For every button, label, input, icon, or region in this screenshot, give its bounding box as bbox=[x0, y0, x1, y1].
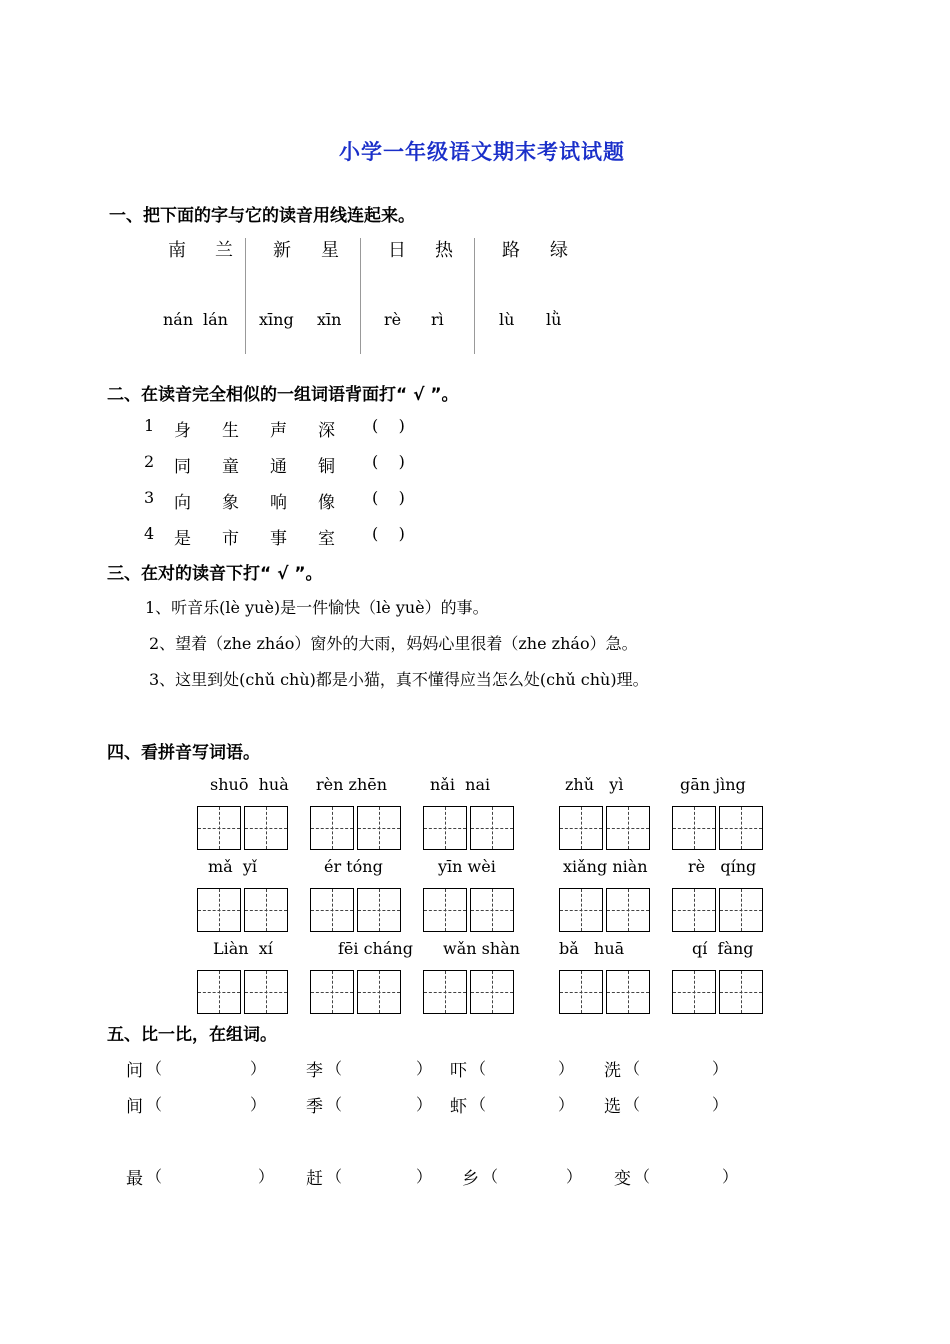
q4-pinyin-label: rè qíng bbox=[688, 857, 757, 876]
q1-pinyin: nán bbox=[163, 310, 194, 329]
q1-pinyin: lù bbox=[499, 310, 515, 329]
q5-character: 变 bbox=[614, 1169, 631, 1189]
q5-open-paren[interactable]: （ bbox=[470, 1095, 487, 1114]
tianzige-box[interactable] bbox=[423, 970, 515, 1014]
tianzige-cell[interactable] bbox=[470, 888, 514, 932]
q1-character: 热 bbox=[435, 240, 453, 261]
q5-close-paren[interactable]: ） bbox=[558, 1059, 575, 1078]
q4-pinyin-label: shuō huà bbox=[210, 775, 289, 794]
q2-heading: 二、在读音完全相似的一组词语背面打“ √ ”。 bbox=[107, 385, 459, 405]
tianzige-cell[interactable] bbox=[244, 888, 288, 932]
page-title: 小学一年级语文期末考试试题 bbox=[339, 140, 625, 164]
tianzige-cell[interactable] bbox=[423, 806, 467, 850]
q1-pinyin: xīng bbox=[259, 310, 294, 329]
q5-character: 吓 bbox=[450, 1061, 467, 1081]
q5-close-paren[interactable]: ） bbox=[712, 1059, 729, 1078]
q2-word: 是 bbox=[174, 529, 191, 549]
q2-item-number: 2 bbox=[144, 452, 155, 471]
q5-heading: 五、比一比，在组词。 bbox=[107, 1025, 277, 1045]
q5-character: 赶 bbox=[306, 1169, 323, 1189]
q5-open-paren[interactable]: （ bbox=[146, 1167, 163, 1186]
q4-pinyin-label: xiǎng niàn bbox=[563, 857, 648, 876]
q4-pinyin-label: nǎi nai bbox=[430, 775, 491, 794]
q5-close-paren[interactable]: ） bbox=[558, 1095, 575, 1114]
tianzige-cell[interactable] bbox=[559, 888, 603, 932]
tianzige-box[interactable] bbox=[559, 806, 651, 850]
q2-word: 铜 bbox=[318, 457, 335, 477]
tianzige-box[interactable] bbox=[310, 888, 402, 932]
tianzige-cell[interactable] bbox=[672, 806, 716, 850]
tianzige-box[interactable] bbox=[423, 888, 515, 932]
q4-pinyin-label: fēi cháng bbox=[338, 939, 413, 958]
q2-answer-blank[interactable]: ( ) bbox=[372, 452, 405, 471]
tianzige-cell[interactable] bbox=[559, 970, 603, 1014]
q4-pinyin-label: Liàn xí bbox=[213, 939, 273, 958]
q2-answer-blank[interactable]: ( ) bbox=[372, 416, 405, 435]
q2-item-number: 4 bbox=[144, 524, 155, 543]
q1-pinyin: lǜ bbox=[546, 310, 562, 329]
q1-character: 星 bbox=[321, 240, 339, 261]
q2-word: 童 bbox=[222, 457, 239, 477]
tianzige-box[interactable] bbox=[197, 888, 289, 932]
q4-pinyin-label: zhǔ yì bbox=[565, 775, 624, 794]
tianzige-cell[interactable] bbox=[672, 970, 716, 1014]
q2-word: 室 bbox=[318, 529, 335, 549]
tianzige-box[interactable] bbox=[197, 806, 289, 850]
tianzige-cell[interactable] bbox=[244, 970, 288, 1014]
q5-open-paren[interactable]: （ bbox=[634, 1167, 651, 1186]
tianzige-cell[interactable] bbox=[310, 888, 354, 932]
tianzige-box[interactable] bbox=[672, 888, 764, 932]
tianzige-box[interactable] bbox=[672, 806, 764, 850]
q1-heading: 一、把下面的字与它的读音用线连起来。 bbox=[109, 206, 415, 226]
tianzige-cell[interactable] bbox=[197, 806, 241, 850]
q2-word: 向 bbox=[174, 493, 191, 513]
q1-character: 兰 bbox=[215, 240, 233, 261]
q2-answer-blank[interactable]: ( ) bbox=[372, 524, 405, 543]
q2-word: 生 bbox=[222, 421, 239, 441]
q4-pinyin-label: mǎ yǐ bbox=[208, 857, 258, 876]
q4-pinyin-label: ér tóng bbox=[324, 857, 383, 876]
q4-pinyin-label: qí fàng bbox=[692, 939, 754, 958]
q2-item-number: 3 bbox=[144, 488, 155, 507]
tianzige-cell[interactable] bbox=[244, 806, 288, 850]
tianzige-box[interactable] bbox=[559, 888, 651, 932]
q1-character: 日 bbox=[388, 240, 406, 261]
tianzige-cell[interactable] bbox=[310, 806, 354, 850]
q1-character: 绿 bbox=[550, 240, 568, 261]
q2-word: 响 bbox=[270, 493, 287, 513]
q5-close-paren[interactable]: ） bbox=[258, 1167, 275, 1186]
q5-open-paren[interactable]: （ bbox=[326, 1095, 343, 1114]
q2-item-number: 1 bbox=[144, 416, 155, 435]
q5-character: 间 bbox=[126, 1097, 143, 1117]
q5-open-paren[interactable]: （ bbox=[326, 1059, 343, 1078]
q5-character: 最 bbox=[126, 1169, 143, 1189]
q5-open-paren[interactable]: （ bbox=[624, 1059, 641, 1078]
q1-divider bbox=[360, 238, 361, 354]
q2-answer-blank[interactable]: ( ) bbox=[372, 488, 405, 507]
tianzige-cell[interactable] bbox=[606, 970, 650, 1014]
tianzige-cell[interactable] bbox=[606, 888, 650, 932]
tianzige-cell[interactable] bbox=[357, 806, 401, 850]
tianzige-cell[interactable] bbox=[197, 970, 241, 1014]
q4-pinyin-label: wǎn shàn bbox=[443, 939, 520, 958]
q5-character: 李 bbox=[306, 1061, 323, 1081]
tianzige-box[interactable] bbox=[423, 806, 515, 850]
tianzige-cell[interactable] bbox=[357, 888, 401, 932]
q5-close-paren[interactable]: ） bbox=[250, 1095, 267, 1114]
q1-divider bbox=[474, 238, 475, 354]
q5-open-paren[interactable]: （ bbox=[326, 1167, 343, 1186]
q1-pinyin: xīn bbox=[317, 310, 342, 329]
tianzige-cell[interactable] bbox=[197, 888, 241, 932]
q2-word: 深 bbox=[318, 421, 335, 441]
q2-word: 声 bbox=[270, 421, 287, 441]
tianzige-cell[interactable] bbox=[719, 888, 763, 932]
q4-pinyin-label: rèn zhēn bbox=[316, 775, 388, 794]
q5-open-paren[interactable]: （ bbox=[482, 1167, 499, 1186]
q3-line-1: 1、听音乐(lè yuè)是一件愉快（lè yuè）的事。 bbox=[145, 598, 489, 617]
tianzige-box[interactable] bbox=[672, 970, 764, 1014]
q5-open-paren[interactable]: （ bbox=[624, 1095, 641, 1114]
q1-divider bbox=[245, 238, 246, 354]
q5-character: 虾 bbox=[450, 1097, 467, 1117]
tianzige-box[interactable] bbox=[559, 970, 651, 1014]
q3-line-3: 3、这里到处(chǔ chù)都是小猫，真不懂得应当怎么处(chǔ chù)理。 bbox=[149, 670, 649, 689]
q1-character: 路 bbox=[502, 240, 520, 261]
q2-word: 市 bbox=[222, 529, 239, 549]
q5-character: 洗 bbox=[604, 1061, 621, 1081]
q2-word: 身 bbox=[174, 421, 191, 441]
q4-pinyin-label: yīn wèi bbox=[438, 857, 496, 876]
tianzige-cell[interactable] bbox=[559, 806, 603, 850]
q4-pinyin-label: gān jìng bbox=[680, 775, 746, 794]
q5-close-paren[interactable]: ） bbox=[566, 1167, 583, 1186]
tianzige-box[interactable] bbox=[197, 970, 289, 1014]
tianzige-cell[interactable] bbox=[719, 806, 763, 850]
tianzige-cell[interactable] bbox=[423, 888, 467, 932]
q4-pinyin-label: bǎ huā bbox=[559, 939, 625, 958]
q5-close-paren[interactable]: ） bbox=[416, 1167, 433, 1186]
q2-word: 事 bbox=[270, 529, 287, 549]
tianzige-box[interactable] bbox=[310, 970, 402, 1014]
q5-close-paren[interactable]: ） bbox=[416, 1059, 433, 1078]
q3-line-2: 2、望着（zhe zháo）窗外的大雨，妈妈心里很着（zhe zháo）急。 bbox=[149, 634, 638, 653]
tianzige-cell[interactable] bbox=[357, 970, 401, 1014]
tianzige-box[interactable] bbox=[310, 806, 402, 850]
q1-character: 南 bbox=[168, 240, 186, 261]
q2-word: 像 bbox=[318, 493, 335, 513]
tianzige-cell[interactable] bbox=[470, 806, 514, 850]
q5-character: 季 bbox=[306, 1097, 323, 1117]
q5-open-paren[interactable]: （ bbox=[470, 1059, 487, 1078]
q5-character: 乡 bbox=[462, 1169, 479, 1189]
tianzige-cell[interactable] bbox=[719, 970, 763, 1014]
q2-word: 象 bbox=[222, 493, 239, 513]
q2-word: 通 bbox=[270, 457, 287, 477]
q5-open-paren[interactable]: （ bbox=[146, 1059, 163, 1078]
q5-close-paren[interactable]: ） bbox=[712, 1095, 729, 1114]
tianzige-cell[interactable] bbox=[672, 888, 716, 932]
q5-open-paren[interactable]: （ bbox=[146, 1095, 163, 1114]
q5-close-paren[interactable]: ） bbox=[250, 1059, 267, 1078]
tianzige-cell[interactable] bbox=[310, 970, 354, 1014]
q1-pinyin: rì bbox=[431, 310, 444, 329]
q1-pinyin: rè bbox=[384, 310, 402, 329]
tianzige-cell[interactable] bbox=[423, 970, 467, 1014]
q5-close-paren[interactable]: ） bbox=[722, 1167, 739, 1186]
q5-close-paren[interactable]: ） bbox=[416, 1095, 433, 1114]
tianzige-cell[interactable] bbox=[470, 970, 514, 1014]
q4-heading: 四、看拼音写词语。 bbox=[107, 743, 260, 763]
q3-heading: 三、在对的读音下打“ √ ”。 bbox=[107, 564, 323, 584]
q5-character: 选 bbox=[604, 1097, 621, 1117]
q1-character: 新 bbox=[273, 240, 291, 261]
q2-word: 同 bbox=[174, 457, 191, 477]
q5-character: 问 bbox=[126, 1061, 143, 1081]
q1-pinyin: lán bbox=[203, 310, 228, 329]
tianzige-cell[interactable] bbox=[606, 806, 650, 850]
